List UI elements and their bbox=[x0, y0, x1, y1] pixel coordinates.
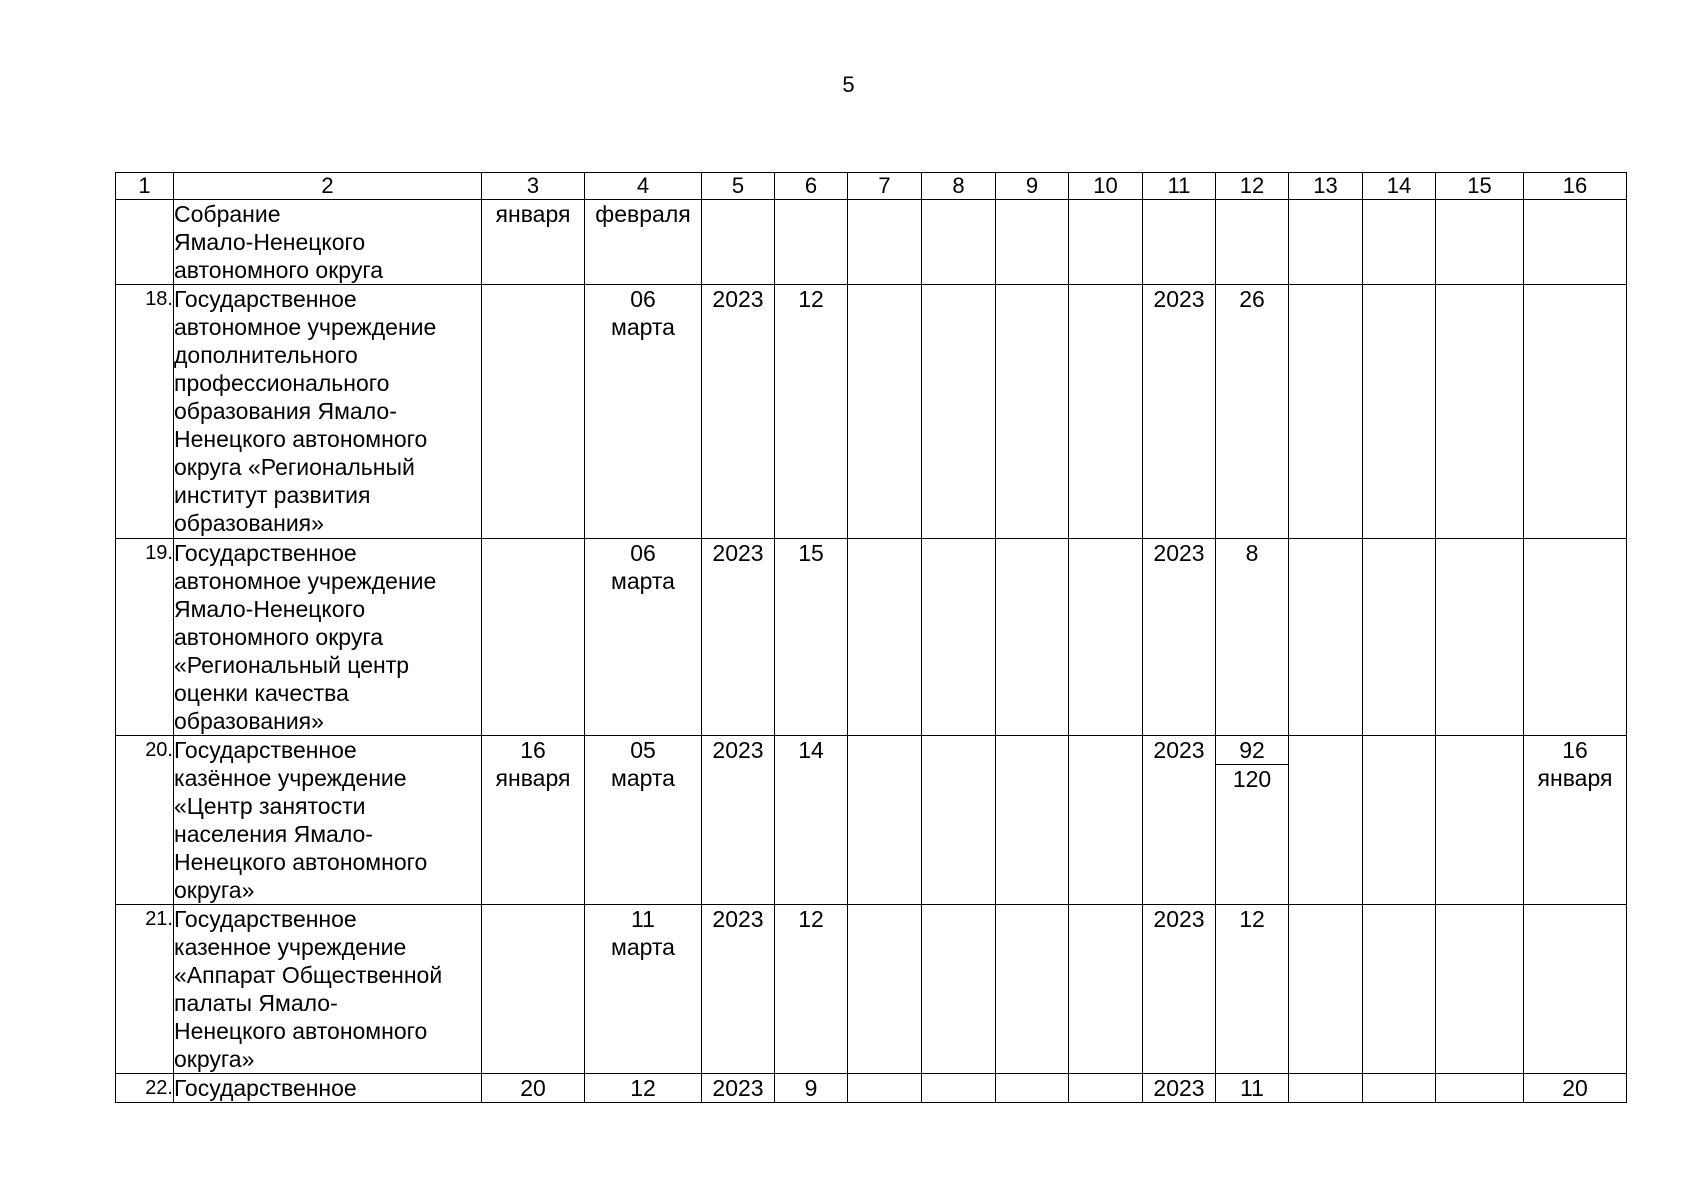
header-cell: 13 bbox=[1289, 173, 1363, 200]
cell-col6: 12 bbox=[775, 905, 848, 1074]
cell-col16 bbox=[1524, 905, 1627, 1074]
cell-col5: 2023 bbox=[702, 1074, 775, 1103]
header-cell: 6 bbox=[775, 173, 848, 200]
cell-col9 bbox=[996, 200, 1069, 285]
cell-col5: 2023 bbox=[702, 285, 775, 539]
header-cell: 16 bbox=[1524, 173, 1627, 200]
cell-col15 bbox=[1436, 285, 1524, 539]
cell-col9 bbox=[996, 905, 1069, 1074]
institution-name: Государственное казенное учреждение «Аппарат Общественной палаты Ямало- Ненецкого автономного округа» bbox=[174, 905, 482, 1074]
cell-col11 bbox=[1143, 200, 1216, 285]
cell-col11: 2023 bbox=[1143, 539, 1216, 736]
header-cell: 10 bbox=[1069, 173, 1143, 200]
header-cell: 3 bbox=[482, 173, 585, 200]
cell-col7 bbox=[848, 905, 922, 1074]
cell-col4: 06 марта bbox=[585, 285, 702, 539]
cell-col3 bbox=[482, 539, 585, 736]
row-number: 19. bbox=[116, 539, 174, 736]
cell-col15 bbox=[1436, 736, 1524, 905]
cell-col14 bbox=[1363, 905, 1436, 1074]
cell-col6: 12 bbox=[775, 285, 848, 539]
cell-col3: 16 января bbox=[482, 736, 585, 905]
cell-col12-split bbox=[1216, 736, 1289, 905]
cell-col8 bbox=[922, 285, 996, 539]
cell-col13 bbox=[1289, 736, 1363, 905]
cell-col12: 8 bbox=[1216, 539, 1289, 736]
cell-col14 bbox=[1363, 539, 1436, 736]
cell-col9 bbox=[996, 539, 1069, 736]
header-cell: 11 bbox=[1143, 173, 1216, 200]
cell-col8 bbox=[922, 1074, 996, 1103]
cell-col13 bbox=[1289, 200, 1363, 285]
cell-col9 bbox=[996, 1074, 1069, 1103]
cell-col4: 05 марта bbox=[585, 736, 702, 905]
cell-col5 bbox=[702, 200, 775, 285]
cell-col14 bbox=[1363, 200, 1436, 285]
institution-name: Государственное казённое учреждение «Центр занятости населения Ямало- Ненецкого автономного округа» bbox=[174, 736, 482, 905]
cell-col16: 16 января bbox=[1524, 736, 1627, 905]
cell-col12: 12 bbox=[1216, 905, 1289, 1074]
page-number: 5 bbox=[842, 72, 855, 97]
cell-col13 bbox=[1289, 1074, 1363, 1103]
header-cell: 15 bbox=[1436, 173, 1524, 200]
row-number: 22. bbox=[116, 1074, 174, 1103]
cell-col14 bbox=[1363, 1074, 1436, 1103]
cell-col13 bbox=[1289, 539, 1363, 736]
cell-col12: 11 bbox=[1216, 1074, 1289, 1103]
cell-col12 bbox=[1216, 200, 1289, 285]
cell-col3: января bbox=[482, 200, 585, 285]
cell-col10 bbox=[1069, 736, 1143, 905]
cell-col14 bbox=[1363, 736, 1436, 905]
cell-col13 bbox=[1289, 905, 1363, 1074]
cell-col16 bbox=[1524, 285, 1627, 539]
table-row bbox=[116, 539, 1627, 736]
cell-col8 bbox=[922, 539, 996, 736]
header-cell: 5 bbox=[702, 173, 775, 200]
cell-col6 bbox=[775, 200, 848, 285]
cell-col13 bbox=[1289, 285, 1363, 539]
header-cell: 14 bbox=[1363, 173, 1436, 200]
cell-col3 bbox=[482, 285, 585, 539]
institution-name: Собрание Ямало-Ненецкого автономного округа bbox=[174, 200, 482, 285]
row-number: 18. bbox=[116, 285, 174, 539]
institution-name: Государственное автономное учреждение дополнительного профессионального образования Ямало- Ненецкого автономного округа «Региональный институт развития образования» bbox=[174, 285, 482, 539]
cell-col10 bbox=[1069, 539, 1143, 736]
report-table bbox=[115, 172, 1627, 1103]
cell-col15 bbox=[1436, 905, 1524, 1074]
cell-col10 bbox=[1069, 200, 1143, 285]
cell-col11: 2023 bbox=[1143, 285, 1216, 539]
cell-col3 bbox=[482, 905, 585, 1074]
cell-col11: 2023 bbox=[1143, 1074, 1216, 1103]
header-cell: 7 bbox=[848, 173, 922, 200]
cell-col16 bbox=[1524, 200, 1627, 285]
cell-col6: 9 bbox=[775, 1074, 848, 1103]
cell-col15 bbox=[1436, 1074, 1524, 1103]
table-row bbox=[116, 285, 1627, 539]
header-cell: 12 bbox=[1216, 173, 1289, 200]
row-number bbox=[116, 200, 174, 285]
table-row bbox=[116, 736, 1627, 905]
cell-col4: февраля bbox=[585, 200, 702, 285]
cell-col7 bbox=[848, 200, 922, 285]
cell-col5: 2023 bbox=[702, 905, 775, 1074]
cell-col14 bbox=[1363, 285, 1436, 539]
cell-col4: 12 bbox=[585, 1074, 702, 1103]
cell-col10 bbox=[1069, 1074, 1143, 1103]
table-row bbox=[116, 1074, 1627, 1103]
row-number: 21. bbox=[116, 905, 174, 1074]
cell-col4: 06 марта bbox=[585, 539, 702, 736]
cell-col6: 14 bbox=[775, 736, 848, 905]
cell-col15 bbox=[1436, 200, 1524, 285]
cell-col7 bbox=[848, 539, 922, 736]
cell-col5: 2023 bbox=[702, 736, 775, 905]
institution-name: Государственное bbox=[174, 1074, 482, 1103]
cell-col16: 20 bbox=[1524, 1074, 1627, 1103]
row-number: 20. bbox=[116, 736, 174, 905]
column-number-header bbox=[116, 173, 1627, 200]
cell-col8 bbox=[922, 200, 996, 285]
table-row bbox=[116, 905, 1627, 1074]
cell-col6: 15 bbox=[775, 539, 848, 736]
table-row bbox=[116, 200, 1627, 285]
cell-col4: 11 марта bbox=[585, 905, 702, 1074]
cell-col3: 20 bbox=[482, 1074, 585, 1103]
header-cell: 1 bbox=[116, 173, 174, 200]
header-cell: 8 bbox=[922, 173, 996, 200]
cell-col7 bbox=[848, 1074, 922, 1103]
cell-col11: 2023 bbox=[1143, 905, 1216, 1074]
cell-col7 bbox=[848, 285, 922, 539]
cell-col9 bbox=[996, 285, 1069, 539]
header-cell: 9 bbox=[996, 173, 1069, 200]
cell-col10 bbox=[1069, 285, 1143, 539]
cell-col8 bbox=[922, 905, 996, 1074]
cell-col7 bbox=[848, 736, 922, 905]
header-cell: 2 bbox=[174, 173, 482, 200]
cell-col11: 2023 bbox=[1143, 736, 1216, 905]
cell-col9 bbox=[996, 736, 1069, 905]
cell-col15 bbox=[1436, 539, 1524, 736]
header-cell: 4 bbox=[585, 173, 702, 200]
institution-name: Государственное автономное учреждение Ямало-Ненецкого автономного округа «Региональный центр оценки качества образования» bbox=[174, 539, 482, 736]
cell-col5: 2023 bbox=[702, 539, 775, 736]
fraction-numerator: 92 bbox=[1216, 736, 1288, 765]
cell-col8 bbox=[922, 736, 996, 905]
cell-col16 bbox=[1524, 539, 1627, 736]
cell-col10 bbox=[1069, 905, 1143, 1074]
fraction-denominator: 120 bbox=[1232, 766, 1272, 792]
cell-col12: 26 bbox=[1216, 285, 1289, 539]
